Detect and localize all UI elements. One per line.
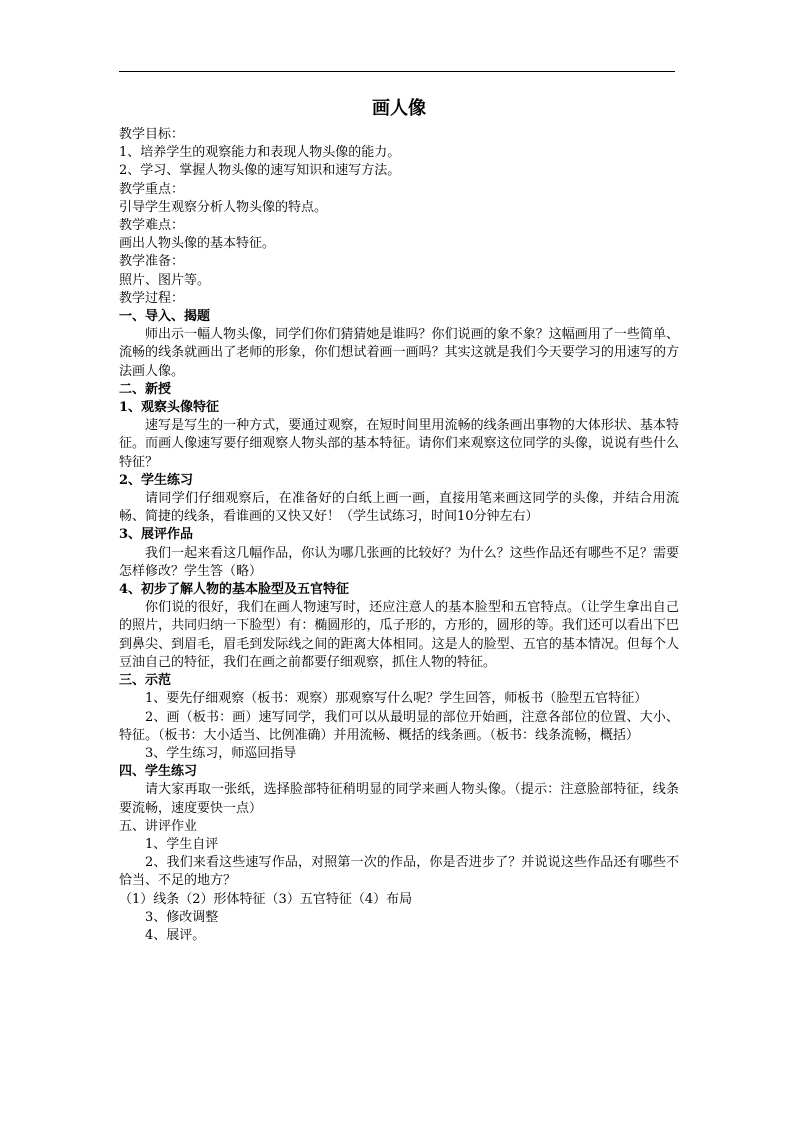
paragraph: 1、学生自评 (145, 836, 219, 852)
paragraph: （1）线条（2）形体特征（3）五官特征（4）布局 (119, 891, 413, 907)
paragraph: 引导学生观察分析人物头像的特点。 (119, 199, 328, 215)
paragraph: 请大家再取一张纸，选择脸部特征稍明显的同学来画人物头像。（提示：注意脸部特征，线条要流畅，速度要快一点） (119, 782, 679, 816)
paragraph: 3、学生练习，师巡回指导 (145, 745, 297, 761)
document-title: 画人像 (372, 98, 426, 119)
section-heading: 2、学生练习 (119, 472, 194, 488)
paragraph: 师出示一幅人物头像，同学们你们猜猜她是谁吗？你们说画的象不象？这幅画用了一些简单、流畅的线条就画出了老师的形象，你们想试着画一画吗？其实这就是我们今天要学习的用速写的方法画人像。 (119, 327, 679, 379)
document-lines (119, 126, 679, 945)
paragraph: 速写是写生的一种方式，要通过观察，在短时间里用流畅的线条画出事物的大体形状、基本特征。而画人像速写要仔细观察人物头部的基本特征。请你们来观察这位同学的头像，说说有些什么特征？ (119, 418, 679, 470)
paragraph: 2、我们来看这些速写作品，对照第一次的作品，你是否进步了？并说说这些作品还有哪些不恰当、不足的地方？ (119, 855, 679, 889)
paragraph: 4、展评。 (145, 927, 206, 943)
section-heading: 1、观察头像特征 (119, 400, 220, 416)
paragraph: 1、要先仔细观察（板书：观察）那观察写什么呢？学生回答，师板书（脸型五官特征） (145, 691, 648, 707)
paragraph: 教学目标： (119, 127, 185, 142)
paragraph: 2、学习、掌握人物头像的速写知识和速写方法。 (119, 163, 401, 179)
paragraph: 照片、图片等。 (119, 272, 211, 288)
section-heading: 一、导入、揭题 (119, 309, 211, 325)
paragraph: 画出人物头像的基本特征。 (119, 236, 276, 252)
header-rule (119, 71, 675, 72)
paragraph: 教学难点： (119, 218, 185, 234)
paragraph: 3、修改调整 (145, 909, 219, 925)
paragraph: 教学重点： (119, 181, 185, 197)
section-heading: 3、展评作品 (119, 527, 194, 543)
paragraph: 1、培养学生的观察能力和表现人物头像的能力。 (119, 145, 401, 161)
section-heading: 四、学生练习 (119, 764, 198, 780)
document-body (119, 96, 679, 945)
paragraph: 请同学们仔细观察后，在准备好的白纸上画一画，直接用笔来画这同学的头像，并结合用流畅、简捷的线条，看谁画的又快又好！（学生试练习，时间10分钟左右） (119, 491, 679, 525)
paragraph: 五、讲评作业 (119, 818, 198, 834)
section-heading: 三、示范 (119, 673, 172, 689)
paragraph: 2、画（板书：画）速写同学，我们可以从最明显的部位开始画，注意各部位的位置、大小、特征。（板书：大小适当、比例准确）并用流畅、概括的线条画。（板书：线条流畅，概括） (119, 709, 679, 743)
section-heading: 4、初步了解人物的基本脸型及五官特征 (119, 582, 350, 598)
paragraph: 教学过程： (119, 290, 185, 306)
paragraph: 我们一起来看这几幅作品，你认为哪几张画的比较好？为什么？这些作品还有哪些不足？需要怎样修改？学生答（略） (119, 545, 679, 579)
section-heading: 二、新授 (119, 381, 172, 397)
paragraph: 教学准备： (119, 254, 185, 270)
paragraph: 你们说的很好，我们在画人物速写时，还应注意人的基本脸型和五官特点。（让学生拿出自己的照片，共同归纳一下脸型）有：椭圆形的，瓜子形的，方形的，圆形的等。我们还可以看出下巴到鼻尖、到眉毛，眉毛到发际线之间的距离大体相同。这是人的脸型、五官的基本情况。但每个人豆油自己的特征，我们在画之前都要仔细观察，抓住人物的特征。 (119, 600, 679, 670)
